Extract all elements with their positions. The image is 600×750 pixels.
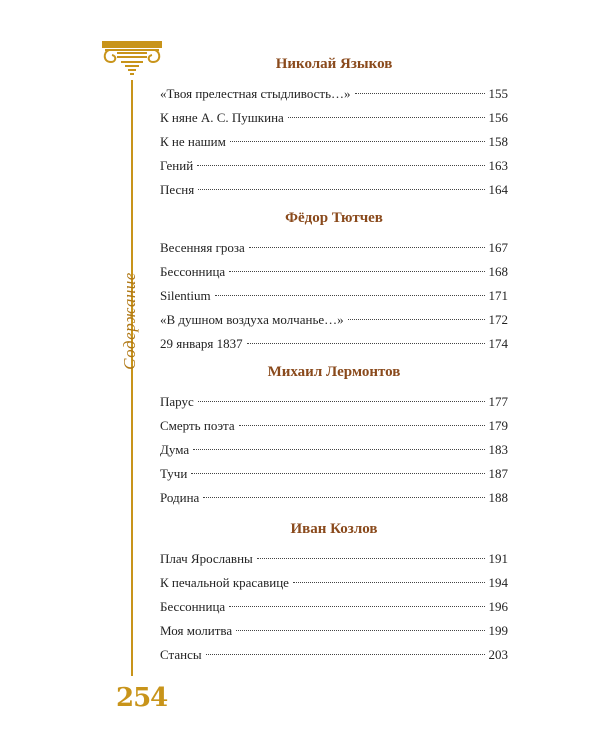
toc-entry[interactable]	[160, 486, 508, 510]
section-title: Иван Козлов	[290, 521, 378, 537]
section-title: Фёдор Тютчев	[285, 210, 383, 226]
section-kozlov	[160, 519, 508, 667]
toc-entry-title: Плач Ярославны	[160, 551, 253, 566]
toc-entry-page: 164	[488, 182, 508, 197]
toc-entry-page: 171	[488, 288, 508, 303]
toc-entry-page: 188	[488, 490, 508, 505]
toc-entry-title: Парус	[160, 394, 194, 409]
toc-leader-dots	[198, 189, 484, 190]
toc-entry-title: К не нашим	[160, 134, 226, 149]
toc-leader-dots	[197, 165, 484, 166]
toc-leader-dots	[193, 449, 484, 450]
toc-entry-title: К печальной красавице	[160, 575, 289, 590]
toc-entry-title: Тучи	[160, 466, 188, 481]
toc-entry-title: «В душном воздуха молчанье…»	[160, 312, 344, 327]
toc-leader-dots	[206, 654, 485, 655]
ionic-capital-ornament	[101, 40, 163, 80]
toc-entry[interactable]	[160, 595, 508, 619]
toc-entry-title: Родина	[160, 490, 200, 505]
toc-entry[interactable]	[160, 308, 508, 332]
toc-entry[interactable]	[160, 82, 508, 106]
toc-entry[interactable]	[160, 106, 508, 130]
toc-leader-dots	[257, 558, 485, 559]
toc-entry-page: 179	[488, 418, 508, 433]
toc-leader-dots	[236, 630, 484, 631]
toc-entry-page: 158	[488, 134, 508, 149]
toc-leader-dots	[229, 271, 484, 272]
toc-entry-title: Бессонница	[160, 599, 226, 614]
toc-entry-page: 194	[488, 575, 508, 590]
toc-leader-dots	[293, 582, 485, 583]
toc-entry[interactable]	[160, 390, 508, 414]
toc-entry-title: Дума	[160, 442, 190, 457]
toc-leader-dots	[355, 93, 485, 94]
toc-entry-title: К няне А. С. Пушкина	[160, 110, 284, 125]
toc-leader-dots	[203, 497, 484, 498]
toc-entry-page: 168	[488, 264, 508, 279]
toc-leader-dots	[215, 295, 485, 296]
toc-leader-dots	[198, 401, 485, 402]
section-tyutchev	[160, 208, 508, 356]
toc-leader-dots	[348, 319, 485, 320]
toc-entry[interactable]	[160, 643, 508, 667]
toc-entry[interactable]	[160, 438, 508, 462]
toc-leader-dots	[247, 343, 485, 344]
toc-entry-title: «Твоя прелестная стыдливость…»	[160, 86, 351, 101]
page-number: 254	[116, 683, 168, 713]
toc-entry-title: 29 января 1837	[160, 336, 243, 351]
section-title: Николай Языков	[275, 56, 393, 72]
toc-entry-title: Весенняя гроза	[160, 240, 245, 255]
toc-entry[interactable]	[160, 284, 508, 308]
toc-entry-page: 196	[488, 599, 508, 614]
toc-entry-title: Silentium	[160, 288, 211, 303]
toc-entry-page: 155	[488, 86, 508, 101]
section-lermontov	[160, 362, 508, 510]
toc-entry-page: 167	[488, 240, 508, 255]
toc-entry[interactable]	[160, 571, 508, 595]
toc-entry[interactable]	[160, 236, 508, 260]
section-yazykov	[160, 54, 508, 202]
toc-leader-dots	[288, 117, 485, 118]
toc-entry-page: 156	[488, 110, 508, 125]
toc-entry-title: Стансы	[160, 647, 202, 662]
toc-entry-page: 187	[488, 466, 508, 481]
toc-entry-title: Песня	[160, 182, 195, 197]
toc-entry-title: Гений	[160, 158, 194, 173]
toc-entry[interactable]	[160, 130, 508, 154]
toc-entry-title: Бессонница	[160, 264, 226, 279]
toc-leader-dots	[229, 606, 484, 607]
toc-entry-page: 163	[488, 158, 508, 173]
toc-leader-dots	[191, 473, 484, 474]
toc-entry-title: Моя молитва	[160, 623, 233, 638]
toc-entry[interactable]	[160, 178, 508, 202]
toc-leader-dots	[230, 141, 485, 142]
toc-entry[interactable]	[160, 332, 508, 356]
toc-leader-dots	[239, 425, 485, 426]
toc-entry[interactable]	[160, 260, 508, 284]
toc-entry[interactable]	[160, 619, 508, 643]
toc-entry-page: 199	[488, 623, 508, 638]
toc-entry[interactable]	[160, 414, 508, 438]
side-label: Содержание	[120, 272, 139, 370]
toc-leader-dots	[249, 247, 485, 248]
toc-entry[interactable]	[160, 547, 508, 571]
toc-entry-page: 172	[488, 312, 508, 327]
toc-entry-title: Смерть поэта	[160, 418, 235, 433]
toc-entry-page: 177	[488, 394, 508, 409]
toc-entry-page: 183	[488, 442, 508, 457]
toc-entry-page: 174	[488, 336, 508, 351]
section-title: Михаил Лермонтов	[267, 364, 401, 380]
toc-entry-page: 191	[488, 551, 508, 566]
toc-entry-page: 203	[488, 647, 508, 662]
toc-entry[interactable]	[160, 462, 508, 486]
toc-entry[interactable]	[160, 154, 508, 178]
